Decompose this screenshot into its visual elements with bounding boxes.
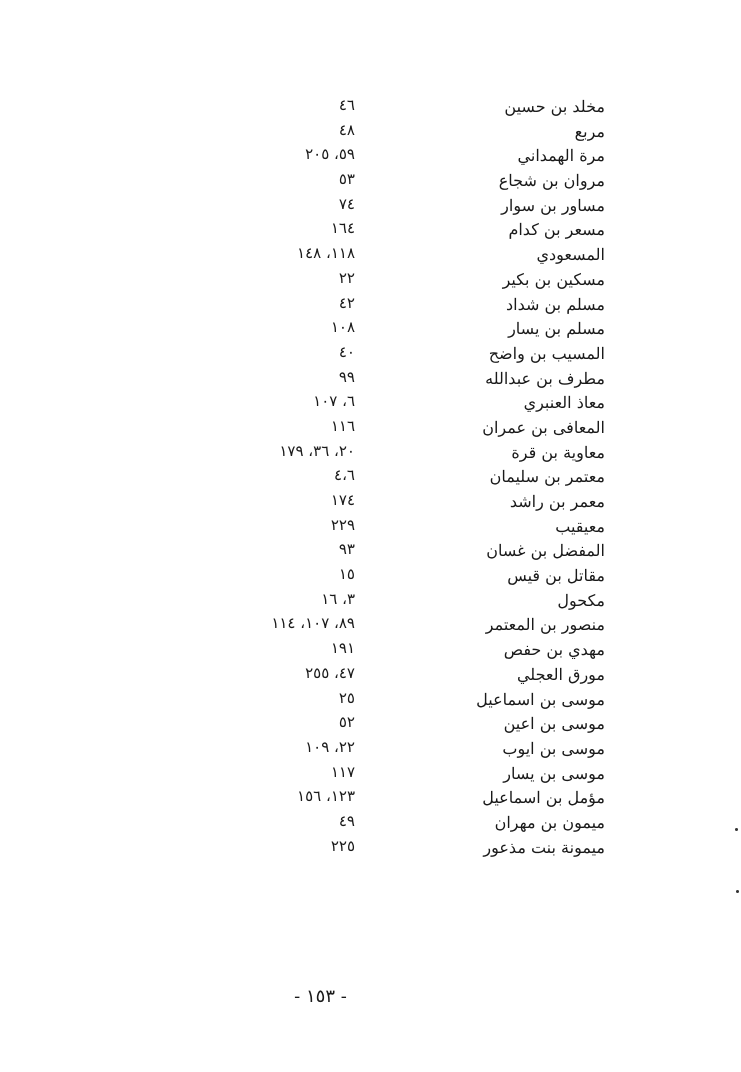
entry-page-numbers: ١١٦ — [330, 416, 355, 435]
entry-page-numbers: ١١٨، ١٤٨ — [297, 244, 355, 263]
entry-page-numbers: ٦، ١٠٧ — [313, 392, 355, 411]
entry-page-numbers: ٣، ١٦ — [321, 589, 355, 608]
index-entry — [0, 515, 741, 540]
index-entry — [0, 218, 741, 243]
entry-page-numbers: ٧٤ — [338, 194, 355, 213]
entry-name: موسى بن اسماعيل — [476, 689, 605, 709]
entry-page-numbers: ٢٥ — [338, 688, 355, 707]
index-entry — [0, 737, 741, 762]
index-entry — [0, 120, 741, 145]
entry-name: منصور بن المعتمر — [485, 615, 605, 635]
index-entry — [0, 712, 741, 737]
entry-name: معاوية بن قرة — [511, 442, 605, 462]
entry-name: مقاتل بن قيس — [507, 566, 605, 586]
entry-page-numbers: ١١٧ — [330, 762, 355, 781]
index-entry — [0, 144, 741, 169]
index-entry — [0, 243, 741, 268]
entry-name: مسلم بن شداد — [506, 294, 605, 314]
entry-page-numbers: ٤٧، ٢٥٥ — [305, 663, 355, 682]
entry-page-numbers: ٩٣ — [338, 540, 355, 559]
entry-page-numbers: ٢٢٥ — [330, 836, 355, 855]
index-entry — [0, 539, 741, 564]
entry-page-numbers: ٤٢ — [338, 293, 355, 312]
index-entry — [0, 786, 741, 811]
page-number: - ١٥٣ - — [294, 986, 347, 1007]
entry-name: مكحول — [557, 590, 605, 610]
index-entry — [0, 194, 741, 219]
index-entry — [0, 416, 741, 441]
entry-name: مسكين بن بكير — [502, 269, 605, 289]
index-entry — [0, 268, 741, 293]
entry-page-numbers: ٨٩، ١٠٧، ١١٤ — [271, 614, 355, 633]
index-entry — [0, 811, 741, 836]
entry-page-numbers: ٥٣ — [338, 170, 355, 189]
entry-name: مؤمل بن اسماعيل — [482, 788, 605, 808]
entry-page-numbers: ٤،٦ — [334, 466, 355, 485]
entry-name: معمر بن راشد — [509, 492, 605, 511]
entry-name: مرة الهمداني — [517, 146, 605, 166]
entry-name: المعافى بن عمران — [482, 417, 605, 437]
entry-page-numbers: ٤٠ — [338, 342, 355, 361]
entry-page-numbers: ٢٢٩ — [330, 515, 355, 534]
entry-page-numbers: ٢٠، ٣٦، ١٧٩ — [279, 441, 355, 460]
entry-page-numbers: ١٧٤ — [330, 491, 355, 509]
entry-name: مروان بن شجاع — [498, 171, 605, 191]
scan-speck — [736, 890, 739, 893]
index-entry-list — [0, 95, 741, 860]
index-entry — [0, 762, 741, 787]
entry-page-numbers: ٤٦ — [338, 96, 355, 114]
entry-name: المسيب بن واضح — [488, 343, 605, 363]
entry-name: معيقيب — [555, 516, 605, 536]
entry-page-numbers: ٢٢ — [338, 268, 355, 287]
entry-name: مساور بن سوار — [501, 195, 605, 215]
index-entry — [0, 836, 741, 861]
entry-page-numbers: ٩٩ — [338, 367, 355, 386]
entry-page-numbers: ١٩١ — [330, 639, 355, 658]
index-entry — [0, 169, 741, 194]
index-entry — [0, 564, 741, 589]
index-entry — [0, 490, 741, 515]
entry-name: موسى بن يسار — [503, 763, 605, 783]
entry-name: مسعر بن كدام — [508, 220, 605, 240]
entry-page-numbers: ٢٢، ١٠٩ — [305, 737, 355, 756]
entry-page-numbers: ١٠٨ — [330, 318, 355, 337]
entry-name: مخلد بن حسين — [504, 97, 605, 116]
index-entry — [0, 367, 741, 392]
entry-page-numbers: ٥٩، ٢٠٥ — [305, 145, 355, 164]
index-entry — [0, 342, 741, 367]
entry-page-numbers: ١٢٣، ١٥٦ — [297, 787, 355, 806]
index-entry — [0, 465, 741, 490]
index-entry — [0, 589, 741, 614]
entry-name: موسى بن ايوب — [502, 738, 605, 758]
index-entry — [0, 613, 741, 638]
entry-name: موسى بن اعين — [503, 714, 605, 734]
scan-speck — [735, 828, 738, 831]
entry-page-numbers: ٤٩ — [338, 811, 355, 830]
entry-name: معتمر بن سليمان — [489, 467, 605, 487]
entry-name: مورق العجلي — [516, 664, 605, 684]
index-entry — [0, 663, 741, 688]
entry-name: مربع — [574, 121, 605, 141]
entry-page-numbers: ١٦٤ — [330, 219, 355, 238]
index-entry — [0, 688, 741, 713]
index-entry — [0, 95, 741, 120]
entry-name: المسعودي — [536, 245, 605, 265]
index-entry — [0, 441, 741, 466]
entry-page-numbers: ١٥ — [338, 565, 355, 584]
index-entry — [0, 293, 741, 318]
index-entry — [0, 638, 741, 663]
entry-name: ميمون بن مهران — [494, 812, 605, 832]
index-entry — [0, 317, 741, 342]
entry-name: المفضل بن غسان — [486, 541, 605, 561]
entry-page-numbers: ٤٨ — [338, 120, 355, 139]
entry-name: معاذ العنبري — [523, 393, 605, 413]
entry-name: مسلم بن يسار — [508, 319, 605, 339]
entry-name: مطرف بن عبدالله — [485, 368, 605, 388]
index-entry — [0, 391, 741, 416]
entry-name: مهدي بن حفص — [503, 640, 605, 660]
entry-name: ميمونة بنت مذعور — [483, 837, 605, 857]
entry-page-numbers: ٥٢ — [338, 713, 355, 732]
